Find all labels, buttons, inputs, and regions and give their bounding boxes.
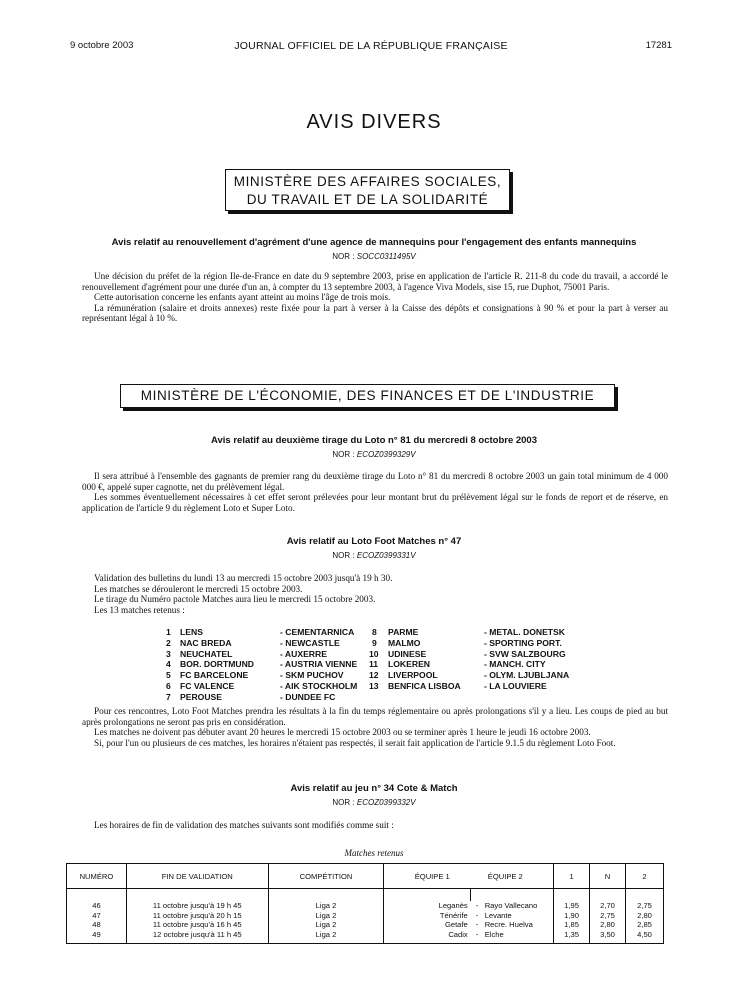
cell-coten: 2,80 xyxy=(590,920,626,930)
header-date: 9 octobre 2003 xyxy=(70,40,134,51)
paragraph: Les matches ne doivent pas débuter avant 20 heures le mercredi 15 octobre 2003 ou se terminer après 1 heure le jeudi 16 octobre 2003. xyxy=(94,727,591,737)
cell-fin: 11 octobre jusqu'à 20 h 15 xyxy=(126,911,268,921)
cell-equipe2: - Rayo Vallecano xyxy=(471,901,554,911)
nor-code: ECOZ0399332V xyxy=(356,798,416,807)
cell-equipe1: Cadix xyxy=(384,930,471,944)
cell-fin: 11 octobre jusqu'à 16 h 45 xyxy=(126,920,268,930)
column-header: COMPÉTITION xyxy=(268,864,384,889)
match-away: - AIK STOCKHOLM xyxy=(280,680,358,691)
table-header-row xyxy=(67,864,664,889)
match-number: 10 xyxy=(369,648,379,659)
match-home: NEUCHATEL xyxy=(180,648,233,659)
avis3-intro xyxy=(82,573,668,615)
cell-competition: Liga 2 xyxy=(268,930,384,944)
cell-cote2: 4,50 xyxy=(626,930,664,944)
ministere-economie-box: MINISTÈRE DE L'ÉCONOMIE, DES FINANCES ET DE L'INDUSTRIE xyxy=(120,384,615,408)
cell-cote1: 1,90 xyxy=(554,911,590,921)
match-home: FC BARCELONE xyxy=(180,670,249,681)
avis1-nor xyxy=(0,252,748,261)
avis1-title: Avis relatif au renouvellement d'agrément d'une agence de mannequins pour l'engagement des enfants mannequins xyxy=(111,237,637,248)
paragraph: Les sommes éventuellement nécessaires à cet effet seront prélevées pour leur montant brut du prélèvement légal sur le fonds de report et de réserve, en application de l'article 9 du règlement Loto et Super Loto. xyxy=(82,492,668,513)
match-away: - NEWCASTLE xyxy=(280,637,340,648)
cell-cote2: 2,80 xyxy=(626,911,664,921)
match-number: 6 xyxy=(166,680,171,691)
cell-equipe1: Leganès xyxy=(384,901,471,911)
table-row xyxy=(67,901,664,911)
paragraph: Cette autorisation concerne les enfants ayant atteint au moins l'âge de trois mois. xyxy=(94,292,391,302)
paragraph: Validation des bulletins du lundi 13 au mercredi 15 octobre 2003 jusqu'à 19 h 30. xyxy=(94,573,393,583)
cell-equipe1: Getafe xyxy=(384,920,471,930)
paragraph: La rémunération (salaire et droits annexes) reste fixée pour la part à verser à la Caisse des dépôts et consignations à 90 % et pour la part à verser au représentant légal à 10 %. xyxy=(82,302,668,323)
team2-name: Levante xyxy=(484,910,512,920)
avis4-nor xyxy=(0,798,748,807)
match-home: UDINESE xyxy=(388,648,427,659)
table-row xyxy=(67,930,664,944)
column-header: N xyxy=(590,864,626,889)
avis1-body xyxy=(82,271,668,324)
match-number: 9 xyxy=(372,637,377,648)
ministere1-line1: MINISTÈRE DES AFFAIRES SOCIALES, xyxy=(233,174,502,189)
match-home: PEROUSE xyxy=(180,691,223,702)
cell-equipe2: - Recre. Huelva xyxy=(471,920,554,930)
ministere1-line2: DU TRAVAIL ET DE LA SOLIDARITÉ xyxy=(246,192,489,207)
column-header: NUMÉRO xyxy=(67,864,127,889)
page-number: 17281 xyxy=(645,40,672,51)
match-number: 12 xyxy=(369,670,379,681)
match-home: MALMO xyxy=(388,637,421,648)
table-row xyxy=(67,920,664,930)
cell-cote1: 1,95 xyxy=(554,901,590,911)
match-home: NAC BREDA xyxy=(180,637,232,648)
page-header xyxy=(70,40,672,54)
cell-fin: 11 octobre jusqu'à 19 h 45 xyxy=(126,901,268,911)
match-away: - OLYM. LJUBLJANA xyxy=(484,670,570,681)
cell-cote1: 1,35 xyxy=(554,930,590,944)
match-away: - DUNDEE FC xyxy=(280,691,336,702)
match-away: - AUSTRIA VIENNE xyxy=(280,659,358,670)
cell-competition: Liga 2 xyxy=(268,920,384,930)
nor-label: NOR : xyxy=(332,252,355,261)
match-home: LIVERPOOL xyxy=(388,670,438,681)
team2-name: Recre. Huelva xyxy=(484,920,533,929)
match-number: 1 xyxy=(166,627,171,637)
match-away: - METAL. DONETSK xyxy=(484,627,565,637)
match-away: - MANCH. CITY xyxy=(484,659,546,670)
column-header: FIN DE VALIDATION xyxy=(126,864,268,889)
cell-coten: 2,70 xyxy=(590,901,626,911)
paragraph: Pour ces rencontres, Loto Foot Matches prendra les résultats à la fin du temps réglementaire ou après prolongations s'il y a lieu. Les coups de pied au but après prolongations ne seront pas pris en considération. xyxy=(82,706,668,727)
cell-coten: 3,50 xyxy=(590,930,626,944)
cell-numero: 49 xyxy=(67,930,127,944)
nor-code: ECOZ0399329V xyxy=(356,450,416,459)
cell-cote2: 2,85 xyxy=(626,920,664,930)
avis4-body xyxy=(82,820,668,831)
nor-code: SOCC0311495V xyxy=(356,252,416,261)
cell-equipe1: Ténérife xyxy=(384,911,471,921)
paragraph: Les 13 matches retenus : xyxy=(94,604,185,615)
nor-code: ECOZ0399331V xyxy=(356,551,416,560)
match-away: - SPORTING PORT. xyxy=(484,637,562,648)
match-away: - SKM PUCHOV xyxy=(280,670,344,681)
cell-equipe2: - Levante xyxy=(471,911,554,921)
cell-numero: 47 xyxy=(67,911,127,921)
paragraph: Une décision du préfet de la région Ile-de-France en date du 9 septembre 2003, prise en application de l'article R. 211-8 du code du travail, a accordé le renouvellement d'agrément pour une durée d'un an, à compter du 13 septembre 2003, à l'agence Viva Models, sise 15, rue Duphot, 75001 Paris. xyxy=(82,271,668,292)
match-number: 13 xyxy=(369,680,379,691)
cell-numero: 46 xyxy=(67,901,127,911)
cell-equipe2: - Elche xyxy=(471,930,554,944)
match-home: LOKEREN xyxy=(388,659,431,670)
match-away: - LA LOUVIERE xyxy=(484,680,547,691)
match-number: 2 xyxy=(166,637,171,648)
cell-competition: Liga 2 xyxy=(268,911,384,921)
match-number: 3 xyxy=(166,648,171,659)
cell-coten: 2,75 xyxy=(590,911,626,921)
avis3-nor xyxy=(0,551,748,560)
paragraph: Les matches se dérouleront le mercredi 15 octobre 2003. xyxy=(94,583,303,594)
avis3-body xyxy=(82,706,668,748)
ministere-affaires-sociales-box xyxy=(225,169,510,211)
paragraph: Les horaires de fin de validation des matches suivants sont modifiés comme suit : xyxy=(94,820,394,830)
avis2-body xyxy=(82,471,668,513)
paragraph: Si, pour l'un ou plusieurs de ces matches, les horaires n'étaient pas respectés, il serait fait application de l'article 9.1.5 du règlement Loto Foot. xyxy=(94,737,616,748)
match-home: PARME xyxy=(388,627,419,637)
team2-name: Rayo Vallecano xyxy=(484,901,538,910)
match-home: BENFICA LISBOA xyxy=(388,680,461,691)
match-home: LENS xyxy=(180,627,203,637)
match-number: 7 xyxy=(166,691,171,702)
column-header: 1 xyxy=(554,864,590,889)
match-number: 8 xyxy=(372,627,377,637)
column-header: 2 xyxy=(626,864,664,889)
match-number: 4 xyxy=(166,659,171,670)
section-title: AVIS DIVERS xyxy=(306,111,442,133)
column-header: ÉQUIPE 2 xyxy=(487,871,523,881)
match-home: FC VALENCE xyxy=(180,680,235,691)
paragraph: Le tirage du Numéro pactole Matches aura lieu le mercredi 15 octobre 2003. xyxy=(94,594,376,604)
column-header-equipes xyxy=(384,864,554,889)
avis4-title: Avis relatif au jeu n° 34 Cote & Match xyxy=(290,783,458,794)
paragraph: Il sera attribué à l'ensemble des gagnants de premier rang du deuxième tirage du Loto n° 81 du mercredi 8 octobre 2003 un gain total minimum de 4 000 000 €, appelé super cagnotte, net du prélèvement légal. xyxy=(82,471,668,492)
nor-label: NOR : xyxy=(332,450,355,459)
match-number: 5 xyxy=(166,670,171,681)
cell-cote2: 2,75 xyxy=(626,901,664,911)
nor-label: NOR : xyxy=(332,551,355,560)
avis2-title: Avis relatif au deuxième tirage du Loto n° 81 du mercredi 8 octobre 2003 xyxy=(210,435,538,446)
avis3-title: Avis relatif au Loto Foot Matches n° 47 xyxy=(286,536,462,547)
nor-label: NOR : xyxy=(332,798,355,807)
match-away: - SVW SALZBOURG xyxy=(484,648,566,659)
journal-title: JOURNAL OFFICIEL DE LA RÉPUBLIQUE FRANÇAISE xyxy=(234,40,508,52)
table-caption: Matches retenus xyxy=(344,848,404,858)
cote-match-table xyxy=(66,863,664,944)
column-header: ÉQUIPE 1 xyxy=(414,871,450,881)
table-row xyxy=(67,911,664,921)
cell-fin: 12 octobre jusqu'à 11 h 45 xyxy=(126,930,268,944)
team2-name: Elche xyxy=(484,929,504,939)
cell-cote1: 1,85 xyxy=(554,920,590,930)
match-number: 11 xyxy=(369,659,379,670)
match-away: - CEMENTARNICA xyxy=(280,627,355,637)
match-away: - AUXERRE xyxy=(280,648,327,659)
cell-competition: Liga 2 xyxy=(268,901,384,911)
avis2-nor xyxy=(0,450,748,459)
match-home: BOR. DORTMUND xyxy=(180,659,254,670)
cell-numero: 48 xyxy=(67,920,127,930)
